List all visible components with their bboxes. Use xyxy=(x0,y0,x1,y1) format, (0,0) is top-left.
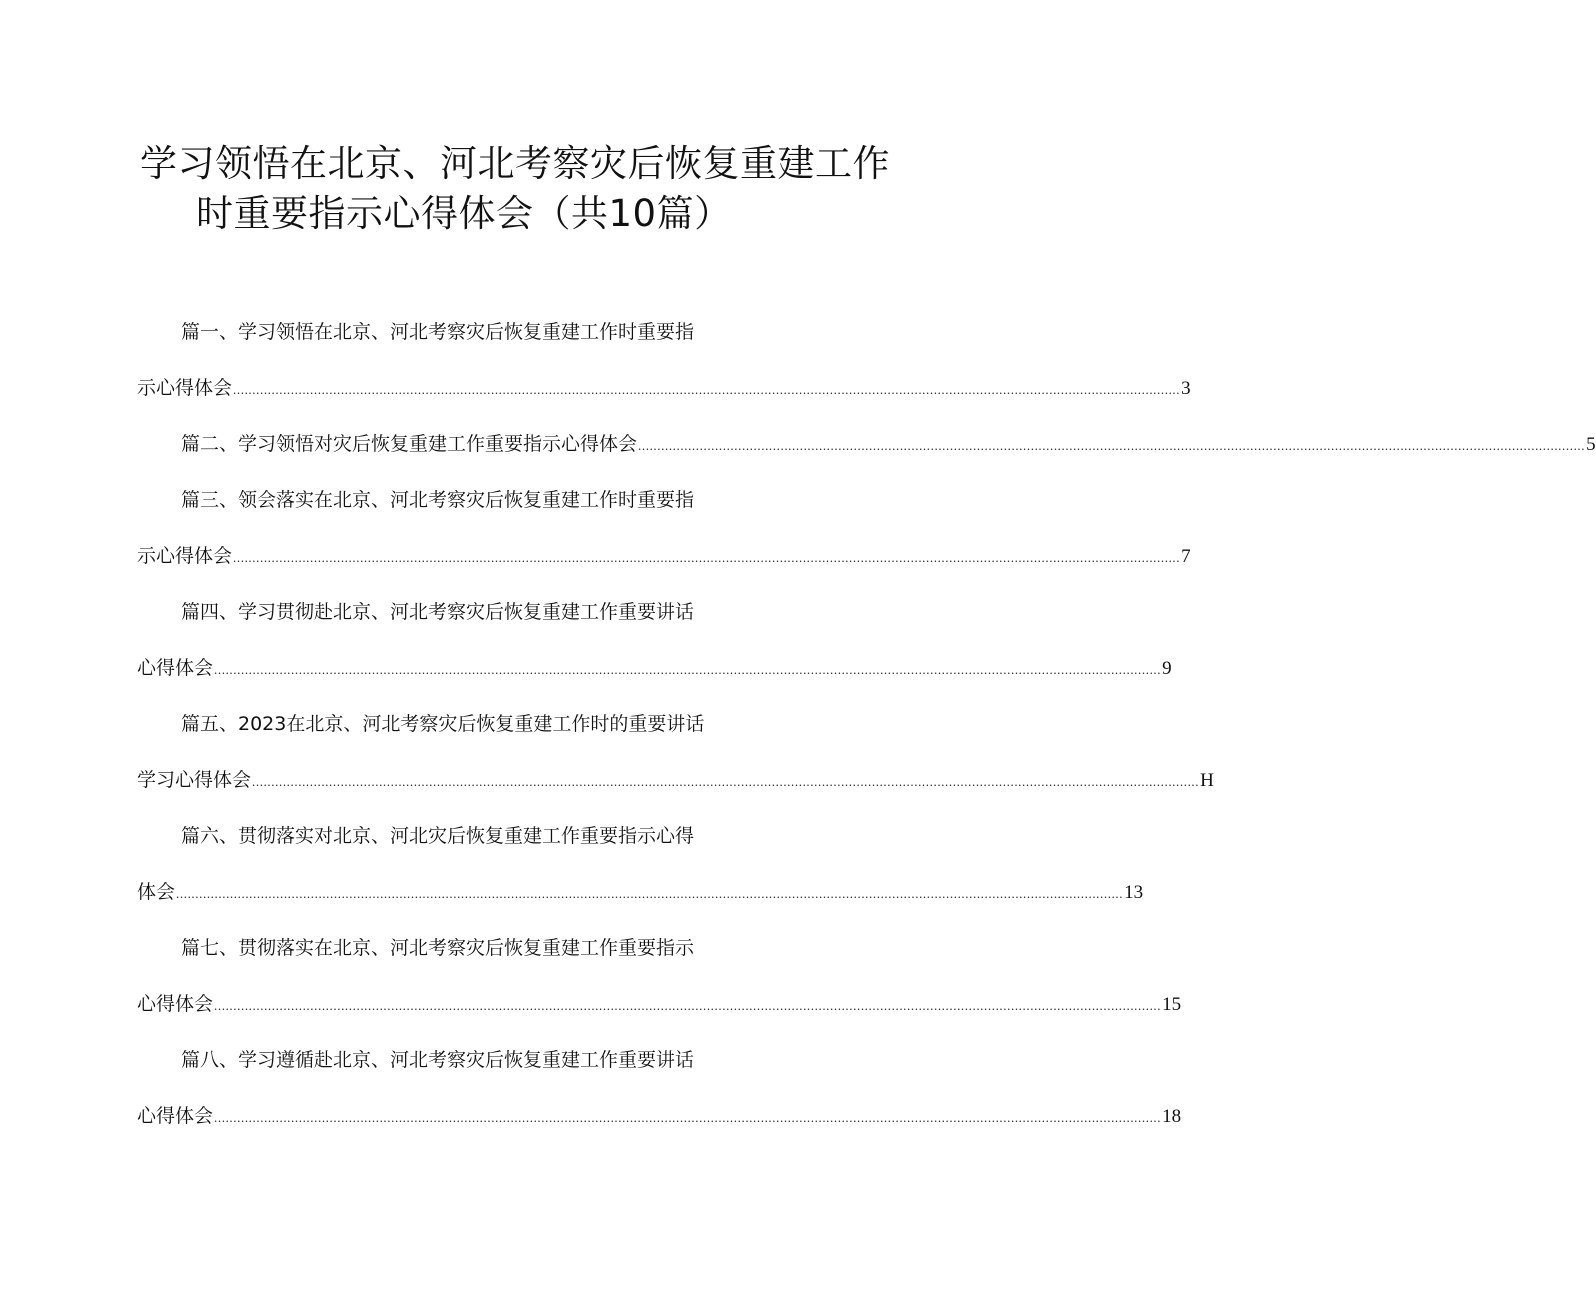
toc-entry-7-line-1[interactable]: 篇七、贯彻落实在北京、河北考察灾后恢复重建工作重要指示 xyxy=(181,937,695,959)
toc-entry-5-line-2[interactable] xyxy=(137,768,1214,794)
toc-entry-3-text: 示心得体会 xyxy=(137,545,233,567)
toc-entry-1-page: 3 xyxy=(1181,378,1191,399)
document-title-line-1: 学习领悟在北京、河北考察灾后恢复重建工作 xyxy=(140,142,890,185)
toc-leader-dots: ...................................................................................................................................................................................................................................................... xyxy=(233,550,1181,565)
toc-entry-5-text: 学习心得体会 xyxy=(137,769,252,791)
document-title-line-2: 时重要指示心得体会（共10篇） xyxy=(196,192,732,235)
toc-entry-8-line-2[interactable] xyxy=(137,1104,1182,1130)
toc-entry-2[interactable] xyxy=(181,432,1596,458)
toc-entry-3-page: 7 xyxy=(1181,546,1191,567)
toc-leader-dots: ...................................................................................................................................................................................................................................................... xyxy=(214,662,1162,677)
toc-entry-3-line-2[interactable] xyxy=(137,544,1191,570)
toc-entry-4-page: 9 xyxy=(1162,658,1172,679)
toc-entry-7-text: 心得体会 xyxy=(137,993,214,1015)
toc-leader-dots: ...................................................................................................................................................................................................................................................... xyxy=(638,438,1586,453)
toc-entry-1-line-1[interactable]: 篇一、学习领悟在北京、河北考察灾后恢复重建工作时重要指 xyxy=(181,321,695,343)
toc-leader-dots: ...................................................................................................................................................................................................................................................... xyxy=(233,382,1181,397)
toc-entry-2-text: 篇二、学习领悟对灾后恢复重建工作重要指示心得体会 xyxy=(181,433,638,455)
toc-entry-4-line-1[interactable]: 篇四、学习贯彻赴北京、河北考察灾后恢复重建工作重要讲话 xyxy=(181,601,695,623)
toc-entry-5-line-1[interactable]: 篇五、2023在北京、河北考察灾后恢复重建工作时的重要讲话 xyxy=(181,713,705,735)
toc-entry-3-line-1[interactable]: 篇三、领会落实在北京、河北考察灾后恢复重建工作时重要指 xyxy=(181,489,695,511)
toc-entry-6-text: 体会 xyxy=(137,881,176,903)
toc-entry-1-text: 示心得体会 xyxy=(137,377,233,399)
toc-leader-dots: ...................................................................................................................................................................................................................................................... xyxy=(214,1110,1162,1125)
toc-entry-1-line-2[interactable] xyxy=(137,376,1191,402)
toc-entry-7-line-2[interactable] xyxy=(137,992,1182,1018)
toc-leader-dots: ...................................................................................................................................................................................................................................................... xyxy=(214,998,1162,1013)
toc-entry-8-line-1[interactable]: 篇八、学习遵循赴北京、河北考察灾后恢复重建工作重要讲话 xyxy=(181,1049,695,1071)
toc-entry-4-line-2[interactable] xyxy=(137,656,1172,682)
toc-entry-6-line-2[interactable] xyxy=(137,880,1144,906)
toc-entry-6-line-1[interactable]: 篇六、贯彻落实对北京、河北灾后恢复重建工作重要指示心得 xyxy=(181,825,695,847)
toc-entry-8-text: 心得体会 xyxy=(137,1105,214,1127)
toc-entry-4-text: 心得体会 xyxy=(137,657,214,679)
toc-leader-dots: ...................................................................................................................................................................................................................................................... xyxy=(176,886,1124,901)
toc-entry-2-page: 5 xyxy=(1586,434,1596,455)
toc-entry-7-page: 15 xyxy=(1162,994,1182,1015)
toc-entry-8-page: 18 xyxy=(1162,1106,1182,1127)
toc-entry-6-page: 13 xyxy=(1124,882,1144,903)
toc-entry-5-page: H xyxy=(1200,770,1214,791)
toc-leader-dots: ...................................................................................................................................................................................................................................................... xyxy=(252,774,1200,789)
